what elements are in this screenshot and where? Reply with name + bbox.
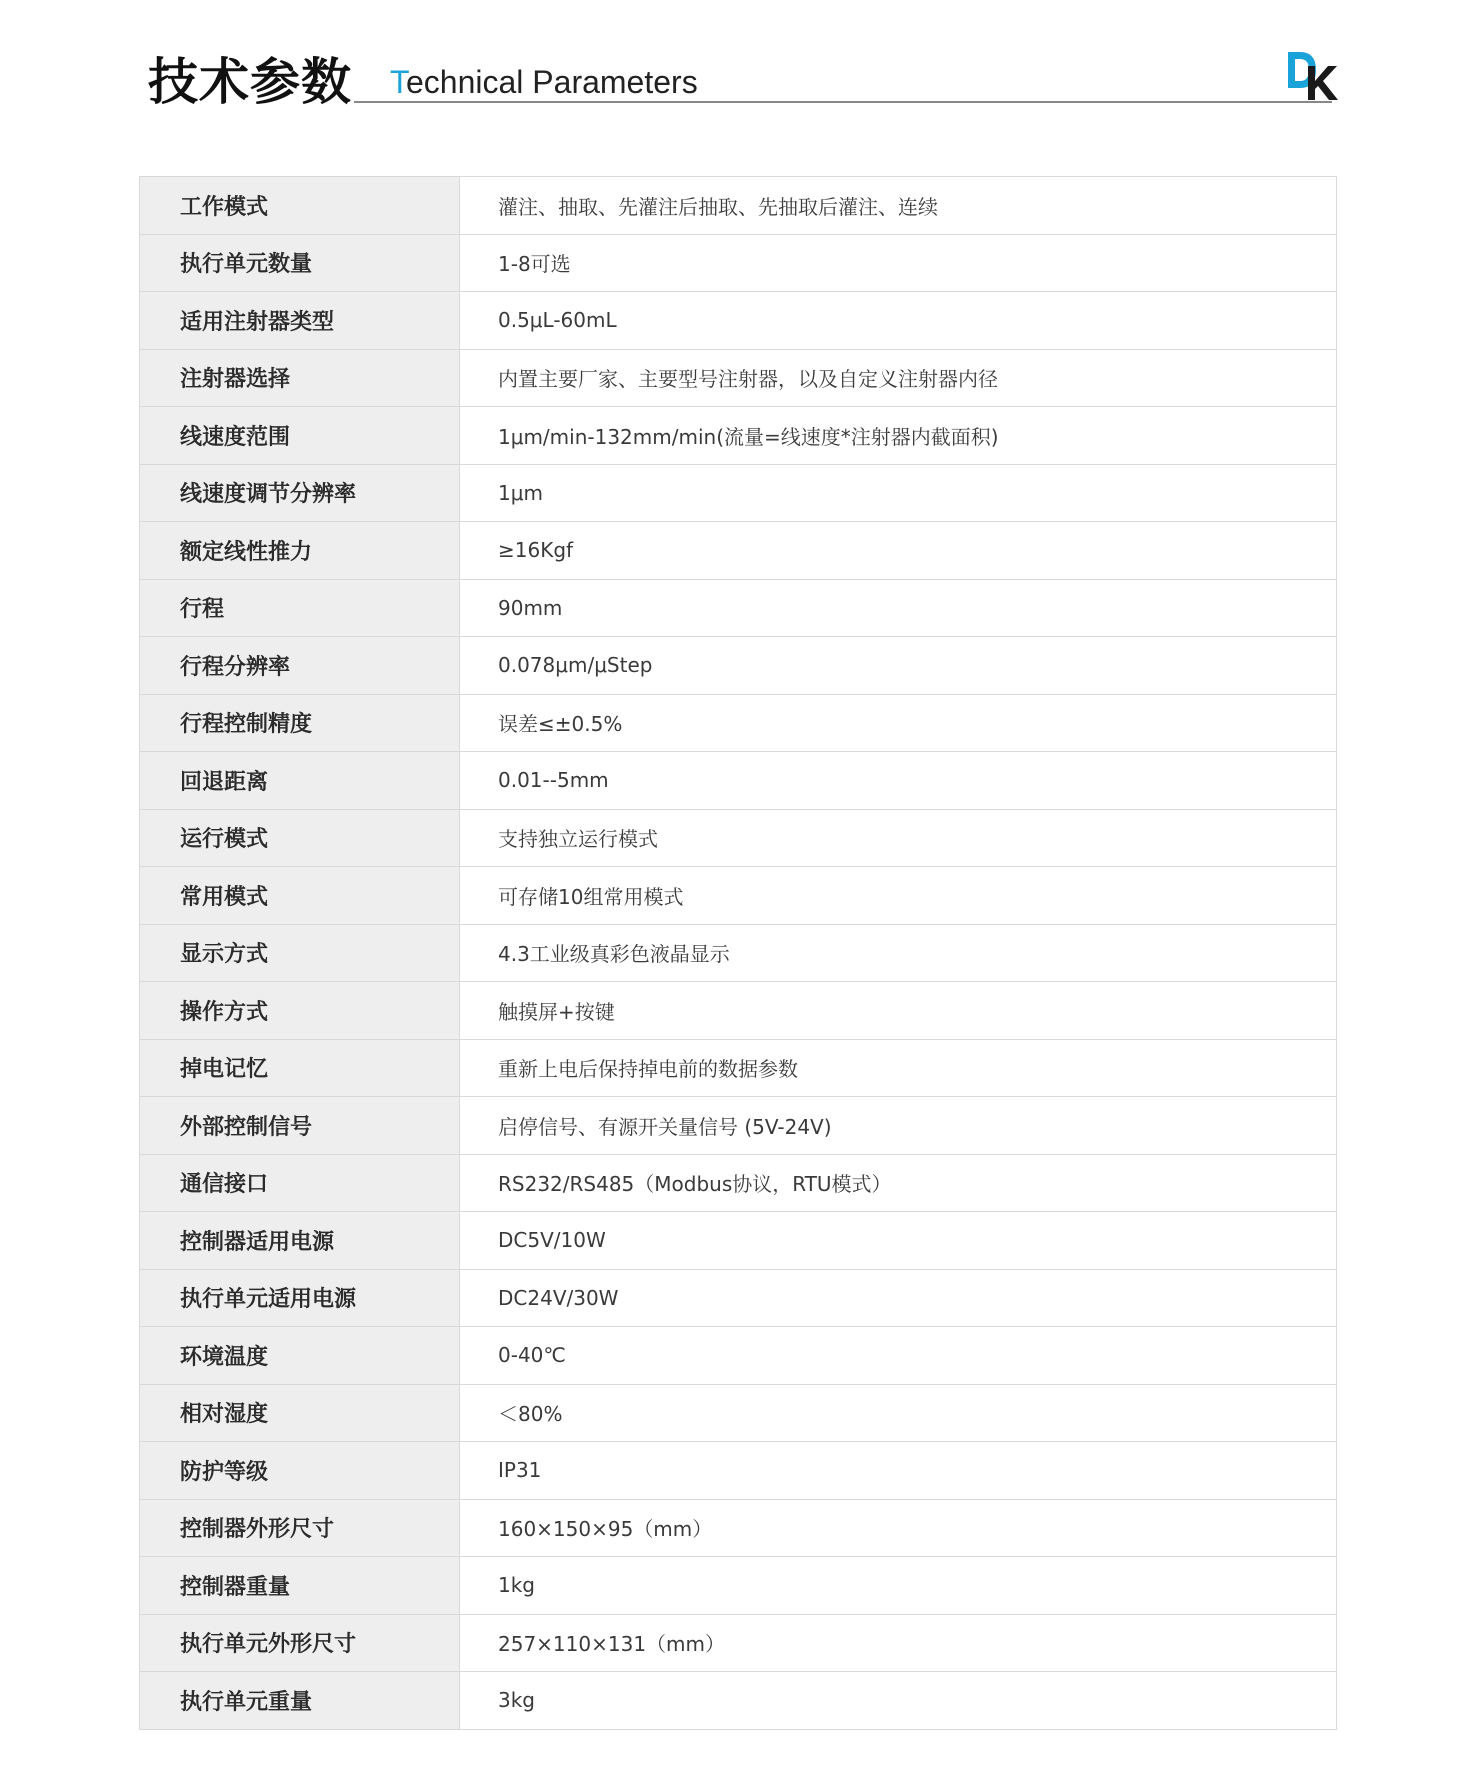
table-row — [140, 925, 1336, 983]
spec-label: 控制器重量 — [140, 1557, 460, 1614]
spec-value: 160×150×95（mm） — [460, 1500, 1336, 1557]
spec-value: 90mm — [460, 580, 1336, 637]
header — [148, 48, 1338, 118]
spec-label: 适用注射器类型 — [140, 292, 460, 349]
subtitle-first-letter: T — [390, 64, 406, 100]
spec-value: ＜80% — [460, 1385, 1336, 1442]
table-row — [140, 1327, 1336, 1385]
spec-label: 显示方式 — [140, 925, 460, 982]
spec-label: 回退距离 — [140, 752, 460, 809]
spec-label: 线速度范围 — [140, 407, 460, 464]
spec-value: 1kg — [460, 1557, 1336, 1614]
table-row — [140, 177, 1336, 235]
table-row — [140, 752, 1336, 810]
spec-value: DC5V/10W — [460, 1212, 1336, 1269]
spec-value: 0.078μm/μStep — [460, 637, 1336, 694]
table-row — [140, 1672, 1336, 1730]
spec-label: 通信接口 — [140, 1155, 460, 1212]
spec-value: 灌注、抽取、先灌注后抽取、先抽取后灌注、连续 — [460, 177, 1336, 234]
spec-value: 1-8可选 — [460, 235, 1336, 292]
spec-label: 掉电记忆 — [140, 1040, 460, 1097]
spec-value: 4.3工业级真彩色液晶显示 — [460, 925, 1336, 982]
spec-label: 执行单元外形尺寸 — [140, 1615, 460, 1672]
table-row — [140, 695, 1336, 753]
header-divider — [354, 101, 1332, 103]
spec-label: 环境温度 — [140, 1327, 460, 1384]
table-row — [140, 465, 1336, 523]
spec-value: 0-40℃ — [460, 1327, 1336, 1384]
spec-value: ≥16Kgf — [460, 522, 1336, 579]
spec-label: 外部控制信号 — [140, 1097, 460, 1154]
table-row — [140, 292, 1336, 350]
table-row — [140, 1212, 1336, 1270]
spec-value: 误差≤±0.5% — [460, 695, 1336, 752]
table-row — [140, 1385, 1336, 1443]
spec-label: 相对湿度 — [140, 1385, 460, 1442]
spec-label: 控制器适用电源 — [140, 1212, 460, 1269]
spec-label: 注射器选择 — [140, 350, 460, 407]
table-row — [140, 1270, 1336, 1328]
page-subtitle — [390, 62, 698, 102]
spec-label: 执行单元适用电源 — [140, 1270, 460, 1327]
table-row — [140, 1155, 1336, 1213]
spec-value: 启停信号、有源开关量信号 (5V-24V) — [460, 1097, 1336, 1154]
spec-value: 可存储10组常用模式 — [460, 867, 1336, 924]
spec-label: 防护等级 — [140, 1442, 460, 1499]
subtitle-rest: echnical Parameters — [406, 64, 698, 100]
spec-value: 1μm/min-132mm/min(流量=线速度*注射器内截面积) — [460, 407, 1336, 464]
page-title: 技术参数 — [148, 53, 352, 111]
table-row — [140, 1097, 1336, 1155]
spec-value: 支持独立运行模式 — [460, 810, 1336, 867]
spec-value: IP31 — [460, 1442, 1336, 1499]
spec-value: 触摸屏+按键 — [460, 982, 1336, 1039]
table-row — [140, 235, 1336, 293]
spec-table — [139, 176, 1337, 1730]
spec-label: 操作方式 — [140, 982, 460, 1039]
table-row — [140, 407, 1336, 465]
spec-label: 控制器外形尺寸 — [140, 1500, 460, 1557]
spec-label: 运行模式 — [140, 810, 460, 867]
spec-value: 3kg — [460, 1672, 1336, 1729]
spec-value: 0.5μL-60mL — [460, 292, 1336, 349]
spec-label: 执行单元数量 — [140, 235, 460, 292]
spec-label: 线速度调节分辨率 — [140, 465, 460, 522]
table-row — [140, 867, 1336, 925]
table-row — [140, 637, 1336, 695]
spec-value: DC24V/30W — [460, 1270, 1336, 1327]
table-row — [140, 1615, 1336, 1673]
spec-label: 行程 — [140, 580, 460, 637]
table-row — [140, 1040, 1336, 1098]
spec-value: 257×110×131（mm） — [460, 1615, 1336, 1672]
table-row — [140, 1557, 1336, 1615]
dk-logo-icon — [1286, 48, 1342, 102]
table-row — [140, 810, 1336, 868]
spec-value: 1μm — [460, 465, 1336, 522]
table-row — [140, 522, 1336, 580]
spec-value: 内置主要厂家、主要型号注射器，以及自定义注射器内径 — [460, 350, 1336, 407]
table-row — [140, 982, 1336, 1040]
spec-label: 行程分辨率 — [140, 637, 460, 694]
spec-label: 执行单元重量 — [140, 1672, 460, 1729]
table-row — [140, 1500, 1336, 1558]
spec-value: RS232/RS485（Modbus协议，RTU模式） — [460, 1155, 1336, 1212]
spec-label: 行程控制精度 — [140, 695, 460, 752]
spec-label: 额定线性推力 — [140, 522, 460, 579]
table-row — [140, 350, 1336, 408]
table-row — [140, 1442, 1336, 1500]
table-row — [140, 580, 1336, 638]
spec-label: 工作模式 — [140, 177, 460, 234]
spec-label: 常用模式 — [140, 867, 460, 924]
spec-value: 0.01--5mm — [460, 752, 1336, 809]
spec-value: 重新上电后保持掉电前的数据参数 — [460, 1040, 1336, 1097]
